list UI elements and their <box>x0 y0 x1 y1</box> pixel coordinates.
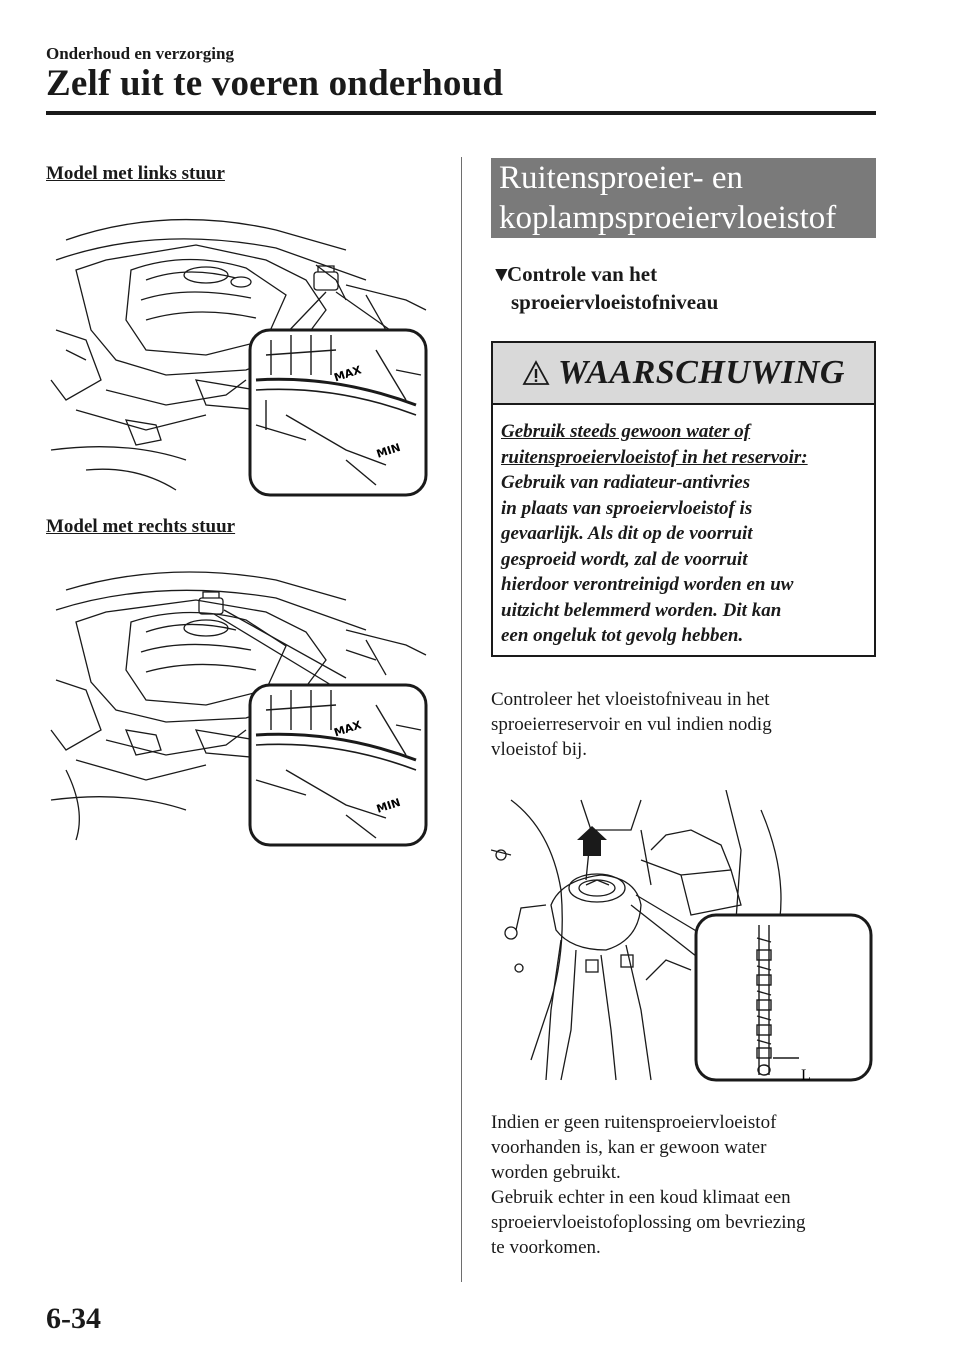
running-header-section: Onderhoud en verzorging <box>46 44 234 63</box>
warning-line: uitzicht belemmerd worden. Dit kan <box>501 599 782 621</box>
paragraph-line: sproeierreservoir en vul indien nodig <box>491 714 772 735</box>
column-divider <box>461 157 462 1282</box>
reservoir-inset-rhd <box>250 685 426 845</box>
warning-line: een ongeluk tot gevolg hebben. <box>501 625 744 646</box>
warning-line: in plaats van sproeiervloeistof is <box>501 497 753 519</box>
min-mark-rhd: MIN <box>374 795 403 816</box>
paragraph-line: worden gebruikt. <box>491 1162 621 1183</box>
warning-title: WAARSCHUWING <box>558 354 845 391</box>
header-rule <box>46 111 876 115</box>
paragraph-line: vloeistof bij. <box>491 739 588 760</box>
warning-line: gesproeid wordt, zal de voorruit <box>501 548 748 570</box>
engine-bay-rhd-illustration <box>46 560 431 850</box>
subheading <box>491 260 718 316</box>
warning-line: gevaarlijk. Als dit op de voorruit <box>501 523 753 544</box>
engine-bay-lhd-illustration <box>46 200 431 500</box>
caption-right-hand-drive: Model met rechts stuur <box>46 516 236 537</box>
page-title: Zelf uit te voeren onderhoud <box>46 63 504 104</box>
subheading-line-1: Controle van het <box>507 262 658 286</box>
max-mark-lhd: MAX <box>332 363 364 385</box>
warning-line: hierdoor verontreinigd worden en uw <box>501 574 794 595</box>
paragraph-water-advice <box>491 1110 876 1260</box>
warning-header <box>493 343 874 405</box>
subheading-line-2: sproeiervloeistofniveau <box>511 290 719 314</box>
paragraph-line: sproeiervloeistofoplossing om bevriezing <box>491 1212 806 1233</box>
reservoir-inset-lhd <box>250 330 426 495</box>
warning-box <box>491 341 876 657</box>
warning-line: Gebruik van radiateur-antivries <box>501 472 751 493</box>
section-title-line-1: Ruitensproeier- en <box>499 160 744 196</box>
reservoir-dipstick-illustration <box>491 790 876 1085</box>
min-mark-lhd: MIN <box>374 440 403 461</box>
warning-line: Gebruik steeds gewoon water of <box>501 421 751 442</box>
paragraph-line: Controleer het vloeistofniveau in het <box>491 689 770 710</box>
caption-left-hand-drive: Model met links stuur <box>46 163 225 184</box>
page-number: 6-34 <box>46 1302 101 1335</box>
paragraph-line: voorhanden is, kan er gewoon water <box>491 1137 767 1158</box>
paragraph-line: Indien er geen ruitensproeiervloeistof <box>491 1112 777 1133</box>
warning-triangle-icon <box>522 360 550 386</box>
section-title-band <box>491 158 876 238</box>
dipstick-inset <box>696 915 871 1080</box>
paragraph-check-level <box>491 687 876 762</box>
triangle-down-icon: ▼ <box>491 262 512 286</box>
paragraph-line: te voorkomen. <box>491 1237 601 1258</box>
max-mark-rhd: MAX <box>332 718 364 740</box>
paragraph-line: Gebruik echter in een koud klimaat een <box>491 1187 791 1208</box>
warning-body <box>501 419 867 649</box>
section-title-line-2: koplampsproeiervloeistof <box>499 200 837 236</box>
warning-line: ruitensproeiervloeistof in het reservoir: <box>501 446 808 468</box>
dipstick-label: L <box>801 1067 811 1084</box>
